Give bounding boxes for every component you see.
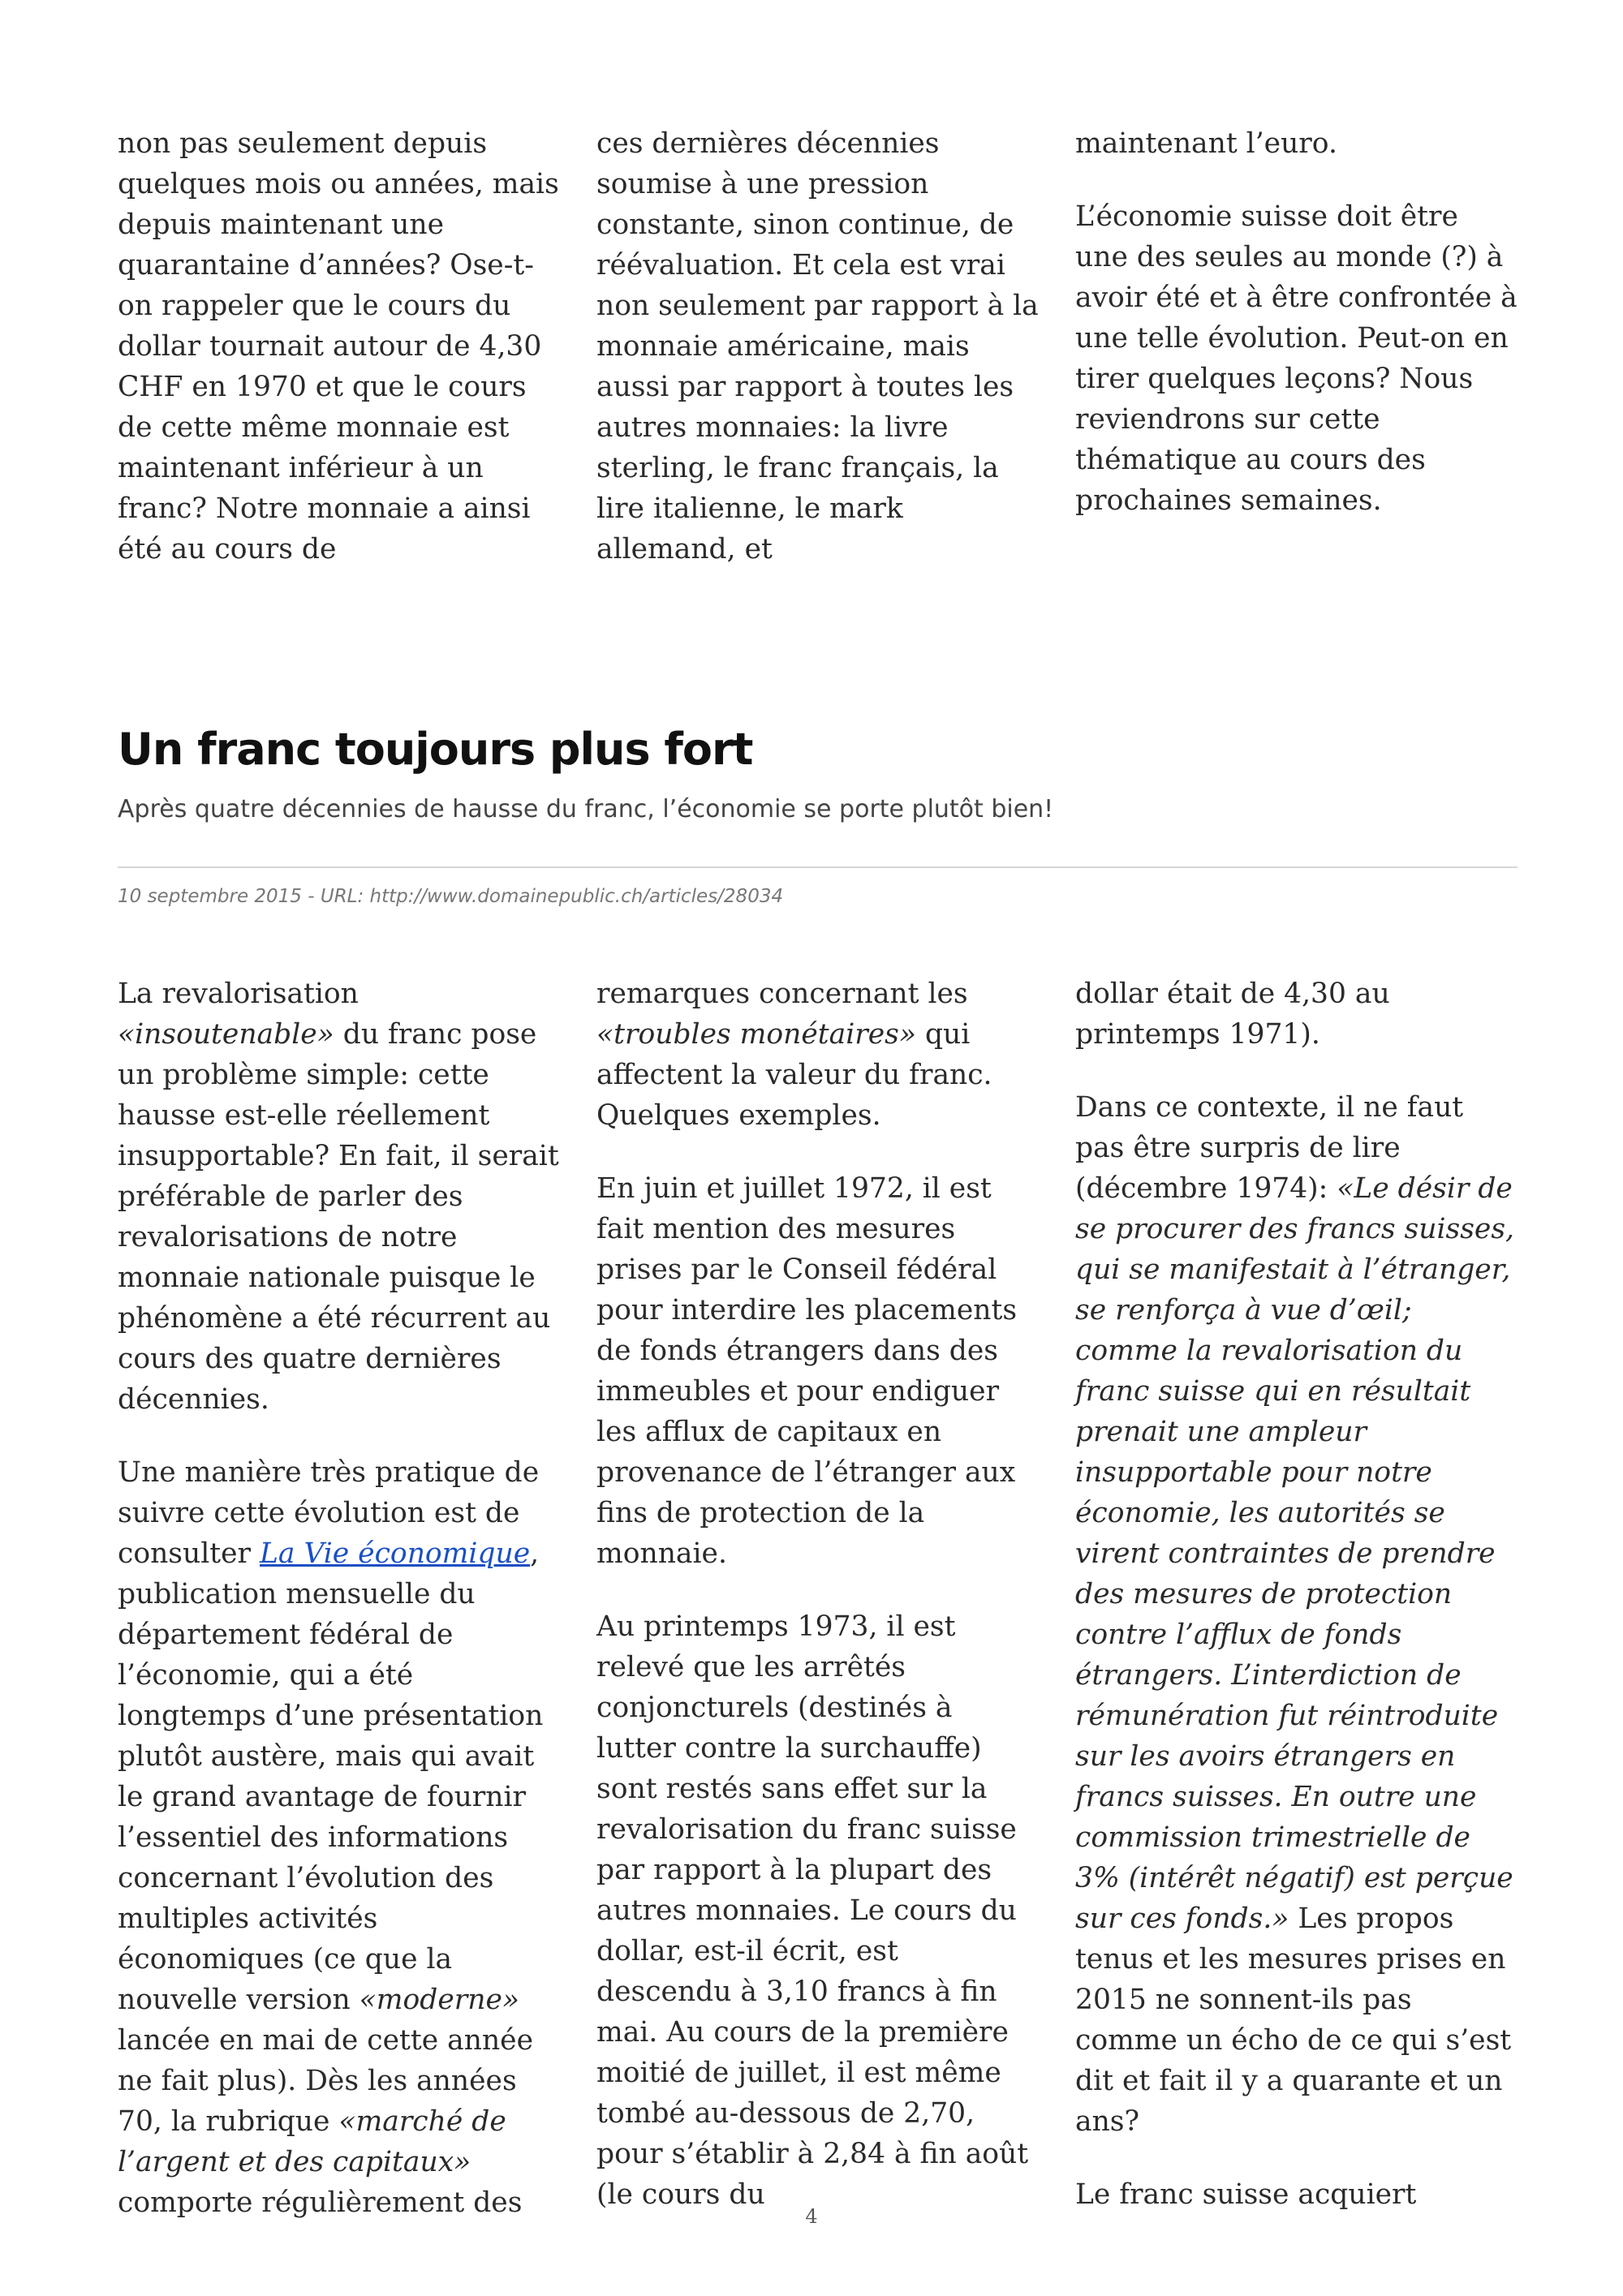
text: La revalorisation bbox=[118, 978, 359, 1010]
text: Dans ce contexte, il ne faut pas être surpris de lire (décembre 1974): bbox=[1075, 1091, 1464, 1205]
article-subtitle: Après quatre décennies de hausse du franc, l’économie se porte plutôt bien! bbox=[118, 795, 1054, 823]
column-3 bbox=[1075, 123, 1518, 545]
la-vie-economique-link[interactable]: La Vie économique bbox=[260, 1537, 531, 1570]
paragraph bbox=[1075, 1087, 1518, 2142]
paragraph: maintenant l’euro. bbox=[1075, 127, 1337, 160]
text: , publication mensuelle du département fédéral de l’économie, qui a été longtemps d’une présentation plutôt austère, mais qui avait le grand avantage de fournir l’essentiel des informations concernant l’évolution des multiples activités économiques (ce que la nouvelle version bbox=[118, 1537, 544, 2016]
column-1 bbox=[118, 974, 560, 2219]
paragraph: Le franc suisse acquiert bbox=[1075, 2178, 1417, 2211]
paragraph bbox=[118, 974, 560, 1420]
column-2 bbox=[596, 123, 1039, 565]
quoted-term: «marché de l’argent et des capitaux» bbox=[118, 2105, 506, 2178]
article-date-url: 10 septembre 2015 - URL: http://www.domainepublic.ch/articles/28034 bbox=[118, 886, 784, 907]
column-1 bbox=[118, 123, 560, 565]
paragraph: En juin et juillet 1972, il est fait mention des mesures prises par le Conseil fédéral pour interdire les placements de fonds étrangers dans des immeubles et pour endiguer les afflux de capitaux en provenance de l’étranger aux fins de protection de la monnaie. bbox=[596, 1172, 1018, 1570]
text: qui affectent la valeur du franc. Quelques exemples. bbox=[596, 1018, 992, 1132]
text: Les propos tenus et les mesures prises en 2015 ne sonnent-ils pas comme un écho de ce qui s’est dit et fait il y a quarante et un ans? bbox=[1075, 1903, 1512, 2138]
paragraph: dollar était de 4,30 au printemps 1971). bbox=[1075, 978, 1390, 1051]
paragraph bbox=[596, 974, 1039, 1136]
quoted-term: «troubles monétaires» bbox=[596, 1018, 916, 1051]
page-number: 4 bbox=[805, 2205, 818, 2228]
text: du franc pose un problème simple: cette hausse est-elle réellement insupportable? En fait, il serait préférable de parler des revalorisations de notre monnaie nationale puisque le phénomène a été récurrent au cours des quatre dernières décennies. bbox=[118, 1018, 559, 1416]
paragraph: non pas seulement depuis quelques mois ou années, mais depuis maintenant une quarantaine d’années? Ose-t-on rappeler que le cours du dollar tournait autour de 4,30 CHF en 1970 et que le cours de cette même monnaie est maintenant inférieur à un franc? Notre monnaie a ainsi été au cours de bbox=[118, 127, 559, 565]
column-2 bbox=[596, 974, 1039, 2211]
paragraph: L’économie suisse doit être une des seules au monde (?) à avoir été et à être confrontée à une telle évolution. Peut-on en tirer quelques leçons? Nous reviendrons sur cette thématique au cours des prochaines semaines. bbox=[1075, 200, 1518, 517]
column-3 bbox=[1075, 974, 1518, 2211]
quoted-term: «moderne» bbox=[359, 1984, 520, 2016]
quoted-term: «insoutenable» bbox=[118, 1018, 334, 1051]
text: remarques concernant les bbox=[596, 978, 968, 1010]
quotation: «Le désir de se procurer des francs suisses, qui se manifestait à l’étranger, se renforça à vue d’œil; comme la revalorisation du franc suisse qui en résultait prenait une ampleur insupportable pour notre économie, les autorités se virent contraintes de prendre des mesures de protection contre l’afflux de fonds étrangers. L’interdiction de rémunération fut réintroduite sur les avoirs étrangers en francs suisses. En outre une commission trimestrielle de 3% (intérêt négatif) est perçue sur ces fonds.» bbox=[1075, 1172, 1515, 1935]
paragraph bbox=[118, 1452, 560, 2223]
text: comporte régulièrement des bbox=[118, 2186, 523, 2219]
article-title: Un franc toujours plus fort bbox=[118, 724, 753, 775]
paragraph: Au printemps 1973, il est relevé que les arrêtés conjoncturels (destinés à lutter contre la surchauffe) sont restés sans effet sur la revalorisation du franc suisse par rapport à la plupart des autres monnaies. Le cours du dollar, est-il écrit, est descendu à 3,10 francs à fin mai. Au cours de la première moitié de juillet, il est même tombé au-dessous de 2,70, pour s’établir à 2,84 à fin août (le cours du bbox=[596, 1610, 1029, 2211]
article-body-columns bbox=[118, 974, 1518, 2219]
paragraph: ces dernières décennies soumise à une pression constante, sinon continue, de réévaluation. Et cela est vrai non seulement par rapport à la monnaie américaine, mais aussi par rapport à toutes les autres monnaies: la livre sterling, le franc français, la lire italienne, le mark allemand, et bbox=[596, 127, 1039, 565]
header-divider bbox=[118, 866, 1518, 868]
text: Une manière très pratique de suivre cette évolution est de consulter bbox=[118, 1456, 540, 1570]
previous-article-columns bbox=[118, 123, 1518, 565]
text: lancée en mai de cette année ne fait plus). Dès les années 70, la rubrique bbox=[118, 2024, 533, 2138]
